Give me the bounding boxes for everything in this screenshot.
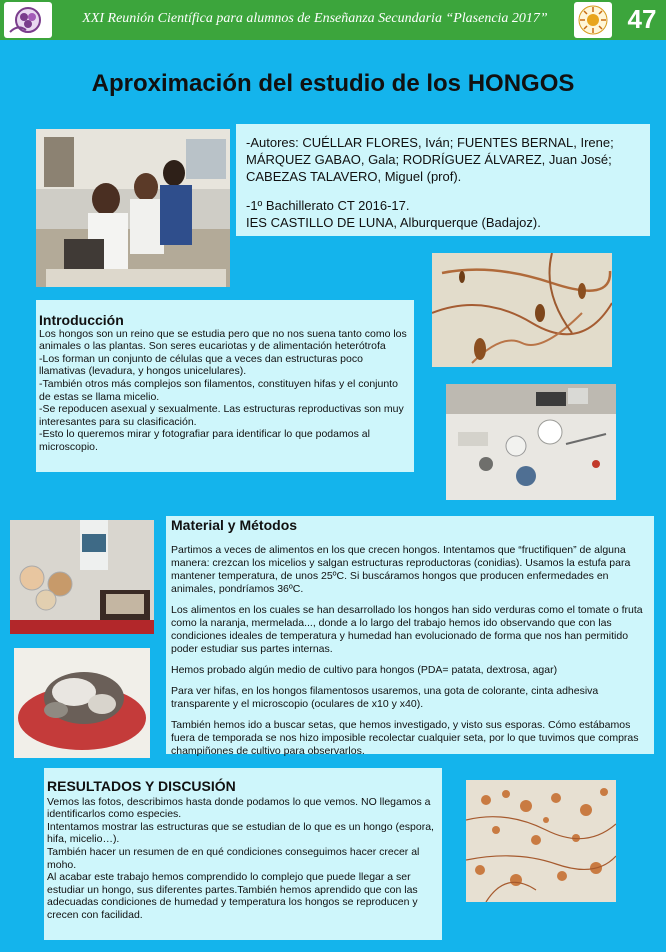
intro-paragraph: -Se repoducen asexual y sexualmente. Las estructuras reproductivas son muy interesantes para su clasificación.: [39, 403, 404, 428]
material-paragraph: También hemos ido a buscar setas, que hemos investigado, y visto sus esporas. Cómo estábamos fuera de temporada se nos hizo imposible recolectar cualquier seta, por lo que tuvimos que compras champiñones de cultivo para observarlos.: [171, 719, 639, 757]
material-heading: Material y Métodos: [171, 517, 298, 533]
resultados-paragraph: También hacer un resumen de en qué condiciones conseguimos hacer crecer al moho.: [47, 845, 420, 871]
resultados-paragraph: Al acabar este trabajo hemos comprendido lo complejo que puede llegar a ser estudiar un hongo, sus diferentes partes.También hemos aprendido que con las adecuadas condiciones de humedad y temperatura los hongos se reproducen y crecen con facilidad.: [47, 871, 418, 921]
intro-paragraph: -Esto lo queremos mirar y fotografiar para identificar lo que podamos al microscopio.: [39, 428, 370, 453]
hyphae-microscope-photo: [432, 253, 612, 367]
intro-paragraph: Los hongos son un reino que se estudia pero que no nos suena tanto como los animales o las plantas. Son seres eucariotas y de alimentación heterótrofa: [39, 327, 407, 353]
course-line: -1º Bachillerato CT 2016-17.: [246, 198, 410, 213]
resultados-box: [44, 768, 442, 940]
poster-title: Aproximación del estudio de los HONGOS: [91, 70, 575, 97]
material-paragraph: Los alimentos en los cuales se han desarrollado los hongos han sido verduras como el tomate o fruta como la naranja, mermelada..., donde a lo largo del trabajo hemos ido observando que con las condiciones ideales de temperatura y humedad han evolucionado de forma que nos han permitido poder estudiar sus partes internas.: [171, 604, 643, 655]
school-line: IES CASTILLO DE LUNA, Alburquerque (Badajoz).: [246, 215, 541, 230]
introduccion-box: [36, 300, 414, 472]
header-bar: [0, 0, 666, 40]
introduccion-heading: Introducción: [39, 312, 124, 328]
resultados-paragraph: Intentamos mostrar las estructuras que se estudian de lo que es un hongo (espora, hifa, micelio…).: [47, 820, 434, 846]
intro-paragraph: -También otros más complejos son filamentos, constituyen hifas y el conjunto de estas se llama micelio.: [39, 377, 398, 403]
material-paragraph: Para ver hifas, en los hongos filamentosos usaremos, una gota de colorante, cinta adhesiva transparente y el microscopio (oculares de x10 y x40).: [171, 685, 599, 710]
material-metodos-box: [166, 516, 654, 757]
material-paragraph: Hemos probado algún medio de cultivo para hongos (PDA= patata, dextrosa, agar): [171, 664, 558, 676]
header-title: XXI Reunión Científica para alumnos de Enseñanza Secundaria “Plasencia 2017”: [82, 11, 548, 26]
resultados-heading: RESULTADOS Y DISCUSIÓN: [47, 778, 236, 794]
material-paragraph: Partimos a veces de alimentos en los que crecen hongos. Intentamos que “fructifiquen” de alguna manera: crezcan los micelios y salgan estructuras reproductoras (conidias). Usamos la estufa para mantener temperatura, de unos 25ºC. Si buscáramos hongos que producen enfermedades en animales, pondríamos 36ºC.: [171, 544, 631, 595]
petri-dishes-photo: [10, 520, 154, 634]
flower-logo-icon: [4, 2, 52, 38]
authors-box: [236, 124, 650, 236]
lab-materials-photo: [446, 384, 616, 500]
spores-microscope-photo: [466, 780, 616, 902]
students-lab-photo: [36, 129, 230, 287]
intro-paragraph: -Los forman un conjunto de células que a veces dan estructuras poco llamativas (levadura, y hongos unicelulares).: [39, 352, 363, 378]
poster-number: 47: [627, 4, 657, 34]
moldy-food-photo: [14, 648, 150, 758]
authors-line: -Autores: CUÉLLAR FLORES, Iván; FUENTES BERNAL, Irene; MÁRQUEZ GABAO, Gala; RODRÍGUEZ ÁLVAREZ, Juan José; CABEZAS TALAVERO, Miguel (prof).: [246, 135, 614, 184]
resultados-paragraph: Vemos las fotos, describimos hasta donde podamos lo que vemos. NO llegamos a identificarlos como especies.: [47, 795, 431, 821]
sun-seal-logo-icon: [574, 2, 612, 38]
